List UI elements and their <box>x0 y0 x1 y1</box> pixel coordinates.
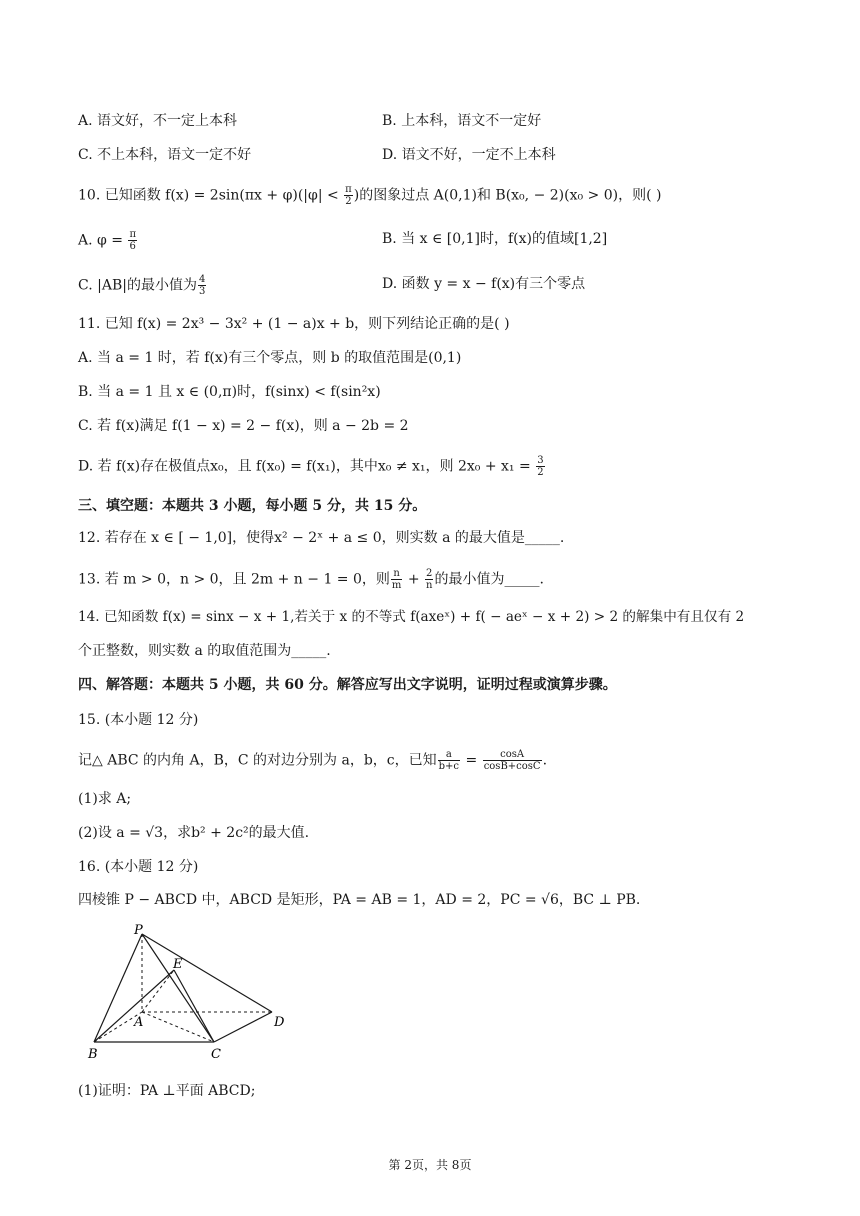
pyramid-figure <box>84 920 294 1065</box>
q15-part-2: (2)设 a = √3，求b² + 2c²的最大值. <box>78 825 310 841</box>
q9-option-d: D. 语文不好，一定不上本科 <box>382 147 556 163</box>
fraction-denominator: 2 <box>537 467 544 478</box>
q15-stem-text: 记△ ABC 的内角 A，B，C 的对边分别为 a，b，c，已知 <box>78 752 437 769</box>
q10-option-d: D. 函数 y = x − f(x)有三个零点 <box>382 276 586 292</box>
q16-part-1: (1)证明：PA ⊥平面 ABCD; <box>78 1083 256 1099</box>
fraction-numerator: a <box>438 749 460 761</box>
fraction-denominator: n <box>426 580 433 591</box>
section-4-heading: 四、解答题：本题共 5 小题，共 60 分。解答应写出文字说明，证明过程或演算步骤。 <box>78 677 617 693</box>
q14-line-2: 个正整数，则实数 a 的取值范围为_____. <box>78 643 331 659</box>
q13-fraction-2 <box>425 568 433 591</box>
q10-option-b: B. 当 x ∈ [0,1]时，f(x)的值域[1,2] <box>382 231 608 247</box>
q10-option-c-text: C. |AB|的最小值为 <box>78 277 197 294</box>
fraction-numerator: 2 <box>426 568 433 579</box>
figure-label-b: B <box>88 1047 98 1062</box>
figure-label-p: P <box>134 923 143 938</box>
q10-option-c <box>78 274 207 297</box>
q10-stem-text-2: )的图象过点 A(0,1)和 B(x₀, − 2)(x₀ > 0)，则( ) <box>353 187 662 204</box>
q12: 12. 若存在 x ∈ [ − 1,0]，使得x² − 2ˣ + a ≤ 0，则实数 a 的最大值是_____. <box>78 530 565 546</box>
q10-option-a <box>78 229 138 252</box>
q10-option-a-text: A. φ = <box>78 232 128 249</box>
figure-label-c: C <box>211 1047 221 1062</box>
page-footer: 第 2页，共 8页 <box>388 1158 472 1172</box>
fraction-numerator: cosA <box>483 749 542 761</box>
fraction-numerator: 4 <box>198 274 206 285</box>
q11-option-b: B. 当 a = 1 且 x ∈ (0,π)时，f(sinx) < f(sin²x) <box>78 384 381 400</box>
fraction-denominator: 6 <box>129 241 136 252</box>
figure-label-a: A <box>134 1015 144 1030</box>
q13 <box>78 568 544 591</box>
q11-stem: 11. 已知 f(x) = 2x³ − 3x² + (1 − a)x + b，则下列结论正确的是( ) <box>78 316 510 332</box>
q13-text-1: 13. 若 m > 0，n > 0，且 2m + n − 1 = 0，则 <box>78 571 390 588</box>
q11-option-d-text: D. 若 f(x)存在极值点x₀，且 f(x₀) = f(x₁)，其中x₀ ≠ x₁，则 2x₀ + x₁ = <box>78 458 536 475</box>
q9-option-b: B. 上本科，语文不一定好 <box>382 113 542 129</box>
q15-stem <box>78 749 547 772</box>
q10-option-a-fraction <box>128 229 137 252</box>
q15-fraction-2 <box>483 749 542 772</box>
q15-fraction-1 <box>438 749 460 772</box>
section-3-heading: 三、填空题：本题共 3 小题，每小题 5 分，共 15 分。 <box>78 498 427 514</box>
fraction-denominator: 3 <box>198 286 206 297</box>
q11-option-d-fraction <box>536 455 544 478</box>
fraction-numerator: π <box>345 184 352 195</box>
q9-option-c: C. 不上本科，语文一定不好 <box>78 147 252 163</box>
q13-plus: + <box>403 571 425 588</box>
q10-option-c-fraction <box>198 274 206 297</box>
q14-line-1: 14. 已知函数 f(x) = sinx − x + 1,若关于 x 的不等式 f(axeˣ) + f( − aeˣ − x + 2) > 2 的解集中有且仅有 2 <box>78 609 745 625</box>
q15-heading: 15. (本小题 12 分) <box>78 712 199 728</box>
q15-equals: = <box>461 752 482 769</box>
q9-option-a: A. 语文好，不一定上本科 <box>78 113 238 129</box>
q16-stem: 四棱锥 P − ABCD 中，ABCD 是矩形，PA = AB = 1，AD = 2，PC = √6，BC ⊥ PB. <box>78 892 641 908</box>
q13-text-2: 的最小值为_____. <box>434 571 544 588</box>
fraction-denominator: m <box>391 580 402 591</box>
q13-fraction-1 <box>391 568 402 591</box>
q15-part-1: (1)求 A; <box>78 791 132 807</box>
q10-stem-text-1: 10. 已知函数 f(x) = 2sin(πx + φ)(|φ| < <box>78 187 344 204</box>
fraction-denominator: cosB+cosC <box>483 761 541 772</box>
q10-stem-fraction <box>344 184 353 207</box>
fraction-numerator: n <box>391 568 402 580</box>
fraction-numerator: π <box>129 229 137 240</box>
fraction-denominator: b+c <box>438 761 460 772</box>
q15-stem-end: . <box>542 752 548 769</box>
q16-heading: 16. (本小题 12 分) <box>78 859 199 875</box>
fraction-denominator: 2 <box>345 196 352 207</box>
fraction-numerator: 3 <box>537 455 544 466</box>
q11-option-d <box>78 455 546 478</box>
q11-option-a: A. 当 a = 1 时，若 f(x)有三个零点，则 b 的取值范围是(0,1) <box>78 350 462 366</box>
figure-label-e: E <box>173 957 183 972</box>
figure-label-d: D <box>274 1015 285 1030</box>
q10-stem <box>78 184 661 207</box>
q11-option-c: C. 若 f(x)满足 f(1 − x) = 2 − f(x)，则 a − 2b = 2 <box>78 418 409 434</box>
